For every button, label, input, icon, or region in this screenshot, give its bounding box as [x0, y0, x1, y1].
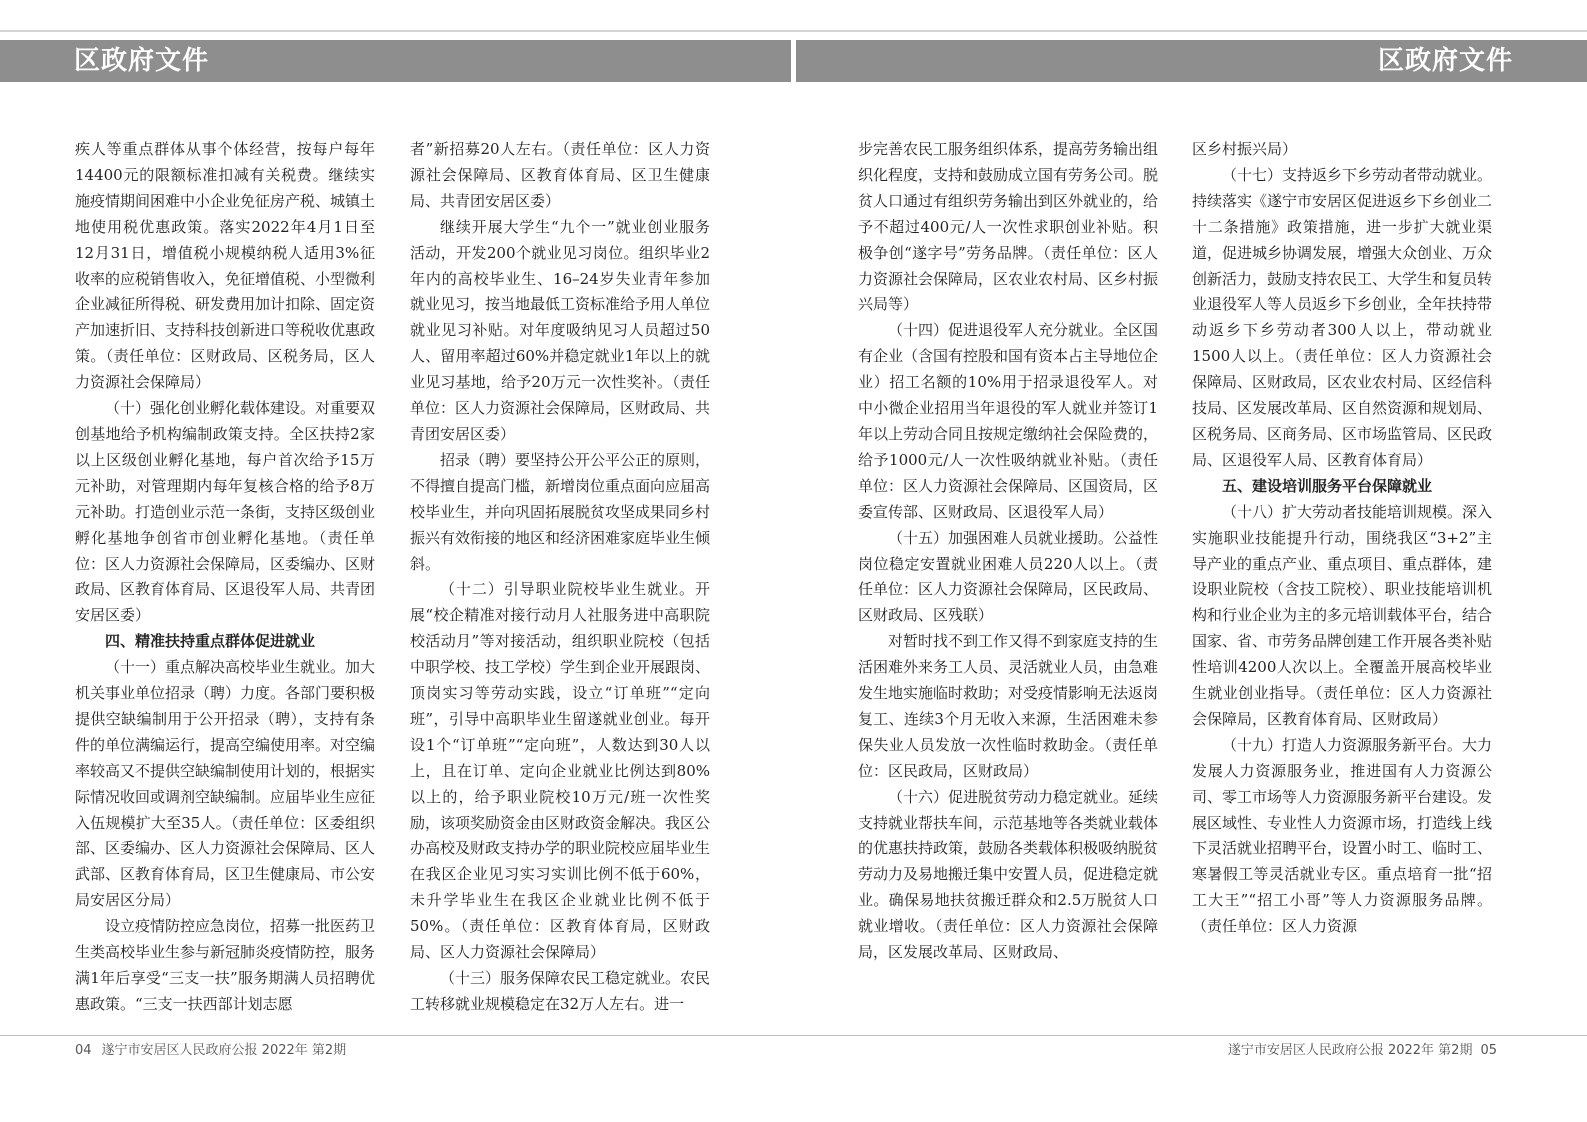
paragraph: （十三）服务保障农民工稳定就业。农民工转移就业规模稳定在32万人左右。进一	[410, 969, 711, 1013]
paragraph: 步完善农民工服务组织体系，提高劳务输出组织化程度，支持和鼓励成立国有劳务公司。脱贫人口通过有组织劳务输出到区外就业的，给予不超过400元/人一次性求职创业补贴。积极争创“遂字号”劳务品牌。（责任单位：区人力资源社会保障局，区农业农村局、区乡村振兴局等）	[858, 140, 1159, 314]
section-title-left: 区政府文件	[74, 46, 210, 76]
page-number-left: 04	[75, 1043, 92, 1058]
paragraph: （十五）加强困难人员就业援助。公益性岗位稳定安置就业困难人员220人以上。（责任单位：区人力资源社会保障局，区民政局、区财政局、区残联）	[858, 528, 1159, 625]
section-title-right: 区政府文件	[1377, 46, 1513, 76]
footer-rule	[0, 1035, 1587, 1036]
paragraph: （十）强化创业孵化载体建设。对重要双创基地给予机构编制政策支持。全区扶持2家以上区级创业孵化基地，每户首次给予15万元补助，对管理期内每年复核合格的给予8万元补助。打造创业示范一条街，支持区级创业孵化基地争创省市创业孵化基地。（责任单位：区人力资源社会保障局，区委编办、区财政局、区教育体育局、区退役军人局、共青团安居区委）	[75, 399, 376, 625]
section-heading: 四、精准扶持重点群体促进就业	[105, 632, 316, 651]
footer-left	[75, 1043, 346, 1059]
header-banner-right	[796, 40, 1587, 82]
paragraph: （十九）打造人力资源服务新平台。大力发展人力资源服务业，推进国有人力资源公司、零工市场等人力资源服务新平台建设。发展区域性、专业性人力资源市场，打造线上线下灵活就业招聘平台，设置小时工、临时工、寒暑假工等灵活就业专区。重点培育一批“招工大王”“招工小哥”等人力资源服务品牌。（责任单位：区人力资源	[1192, 735, 1493, 936]
paragraph: （十一）重点解决高校毕业生就业。加大机关事业单位招录（聘）力度。各部门要积极提供空缺编制用于公开招录（聘），支持有条件的单位满编运行，提高空编使用率。对空编率较高又不提供空缺编制使用计划的，根据实际情况收回或调剂空缺编制。应届毕业生应征入伍规模扩大至35人。（责任单位：区委组织部、区委编办、区人力资源社会保障局、区人武部、区教育体育局，区卫生健康局、市公安局安居区分局）	[75, 658, 376, 910]
text-column-4	[1192, 137, 1492, 940]
paragraph: （十二）引导职业院校毕业生就业。开展“校企精准对接行动月人社服务进中高职院校活动月”等对接活动，组织职业院校（包括中职学校、技工学校）学生到企业开展跟岗、顶岗实习等劳动实践，设立“订单班”“定向班”，引导中高职毕业生留遂就业创业。每开设1个“订单班”“定向班”，人数达到30人以上，且在订单、定向企业就业比例达到80%以上的，给予职业院校10万元/班一次性奖励，该项奖励资金由区财政资金解决。我区公办高校及财政支持办学的职业院校应届毕业生在我区企业见习实习实训比例不低于60%，未升学毕业生在我区企业就业比例不低于50%。（责任单位：区教育体育局，区财政局、区人力资源社会保障局）	[410, 580, 711, 962]
text-column-3	[858, 137, 1158, 966]
publication-name-right: 遂宁市安居区人民政府公报 2022年 第2期	[1227, 1043, 1473, 1058]
paragraph: 设立疫情防控应急岗位，招募一批医药卫生类高校毕业生参与新冠肺炎疫情防控，服务满1年后享受“三支一扶”服务期满人员招聘优惠政策。“三支一扶西部计划志愿	[75, 917, 376, 1013]
section-heading: 五、建设培训服务平台保障就业	[1222, 476, 1433, 495]
paragraph: 疾人等重点群体从事个体经营，按每户每年14400元的限额标准扣减有关税费。继续实施疫情期间困难中小企业免征房产税、城镇土地使用税优惠政策。落实2022年4月1日至12月31日，增值税小规模纳税人适用3%征收率的应税销售收入，免征增值税、小型微利企业减征所得税、研发费用加计扣除、固定资产加速折旧、支持科技创新进口等税收优惠政策。（责任单位：区财政局、区税务局，区人力资源社会保障局）	[75, 140, 376, 392]
paragraph: 招录（聘）要坚持公开公平公正的原则，不得擅自提高门槛，新增岗位重点面向应届高校毕业生，并向巩固拓展脱贫攻坚成果同乡村振兴有效衔接的地区和经济困难家庭毕业生倾斜。	[410, 450, 711, 573]
footer-right	[1228, 1043, 1497, 1059]
header-banner-left	[0, 40, 791, 82]
paragraph: 区乡村振兴局）	[1192, 140, 1298, 158]
page-number-right: 05	[1480, 1043, 1497, 1058]
paragraph: （十六）促进脱贫劳动力稳定就业。延续支持就业帮扶车间，示范基地等各类就业载体的优惠扶持政策，鼓励各类载体积极吸纳脱贫劳动力及易地搬迁集中安置人员，促进稳定就业。确保易地扶贫搬迁群众和2.5万脱贫人口就业增收。（责任单位：区人力资源社会保障局，区发展改革局、区财政局、	[858, 787, 1159, 962]
paragraph: （十四）促进退役军人充分就业。全区国有企业（含国有控股和国有资本占主导地位企业）招工名额的10%用于招录退役军人。对中小微企业招用当年退役的军人就业并签订1年以上劳动合同且按规定缴纳社会保险费的，给予1000元/人一次性吸纳就业补贴。（责任单位：区人力资源社会保障局、区国资局，区委宣传部、区财政局、区退役军人局）	[858, 321, 1159, 521]
top-rule	[0, 30, 1587, 32]
text-column-2	[410, 137, 710, 1018]
paragraph: （十八）扩大劳动者技能培训规模。深入实施职业技能提升行动，围绕我区“3+2”主导产业的重点产业、重点项目、重点群体，建设职业院校（含技工院校）、职业技能培训机构和行业企业为主的多元培训载体平台，结合国家、省、市劳务品牌创建工作开展各类补贴性培训4200人次以上。全覆盖开展高校毕业生就业创业指导。（责任单位：区人力资源社会保障局，区教育体育局、区财政局）	[1192, 502, 1493, 728]
paragraph: 对暂时找不到工作又得不到家庭支持的生活困难外来务工人员、灵活就业人员，由急难发生地实施临时救助；对受疫情影响无法返岗复工、连续3个月无收入来源，生活困难未参保失业人员发放一次性临时救助金。（责任单位：区民政局，区财政局）	[858, 632, 1159, 780]
text-column-1	[75, 137, 375, 1018]
paragraph: 者”新招募20人左右。（责任单位：区人力资源社会保障局、区教育体育局、区卫生健康局、共青团安居区委）	[410, 140, 710, 210]
paragraph: （十七）支持返乡下乡劳动者带动就业。持续落实《遂宁市安居区促进返乡下乡创业二十二条措施》政策措施，进一步扩大就业渠道，促进城乡协调发展，增强大众创业、万众创新活力，鼓励支持农民工、大学生和复员转业退役军人等人员返乡下乡创业，全年扶持带动返乡下乡劳动者300人以上，带动就业1500人以上。（责任单位：区人力资源社会保障局、区财政局，区农业农村局、区经信科技局、区发展改革局、区自然资源和规划局、区税务局、区商务局、区市场监管局、区民政局、区退役军人局、区教育体育局）	[1192, 165, 1493, 469]
paragraph: 继续开展大学生“九个一”就业创业服务活动，开发200个就业见习岗位。组织毕业2年内的高校毕业生、16–24岁失业青年参加就业见习，按当地最低工资标准给予用人单位就业见习补贴。对年度吸纳见习人员超过50人、留用率超过60%并稳定就业1年以上的就业见习基地，给予20万元一次性奖补。（责任单位：区人力资源社会保障局，区财政局、共青团安居区委）	[410, 217, 711, 443]
publication-name-left: 遂宁市安居区人民政府公报 2022年 第2期	[101, 1043, 347, 1058]
